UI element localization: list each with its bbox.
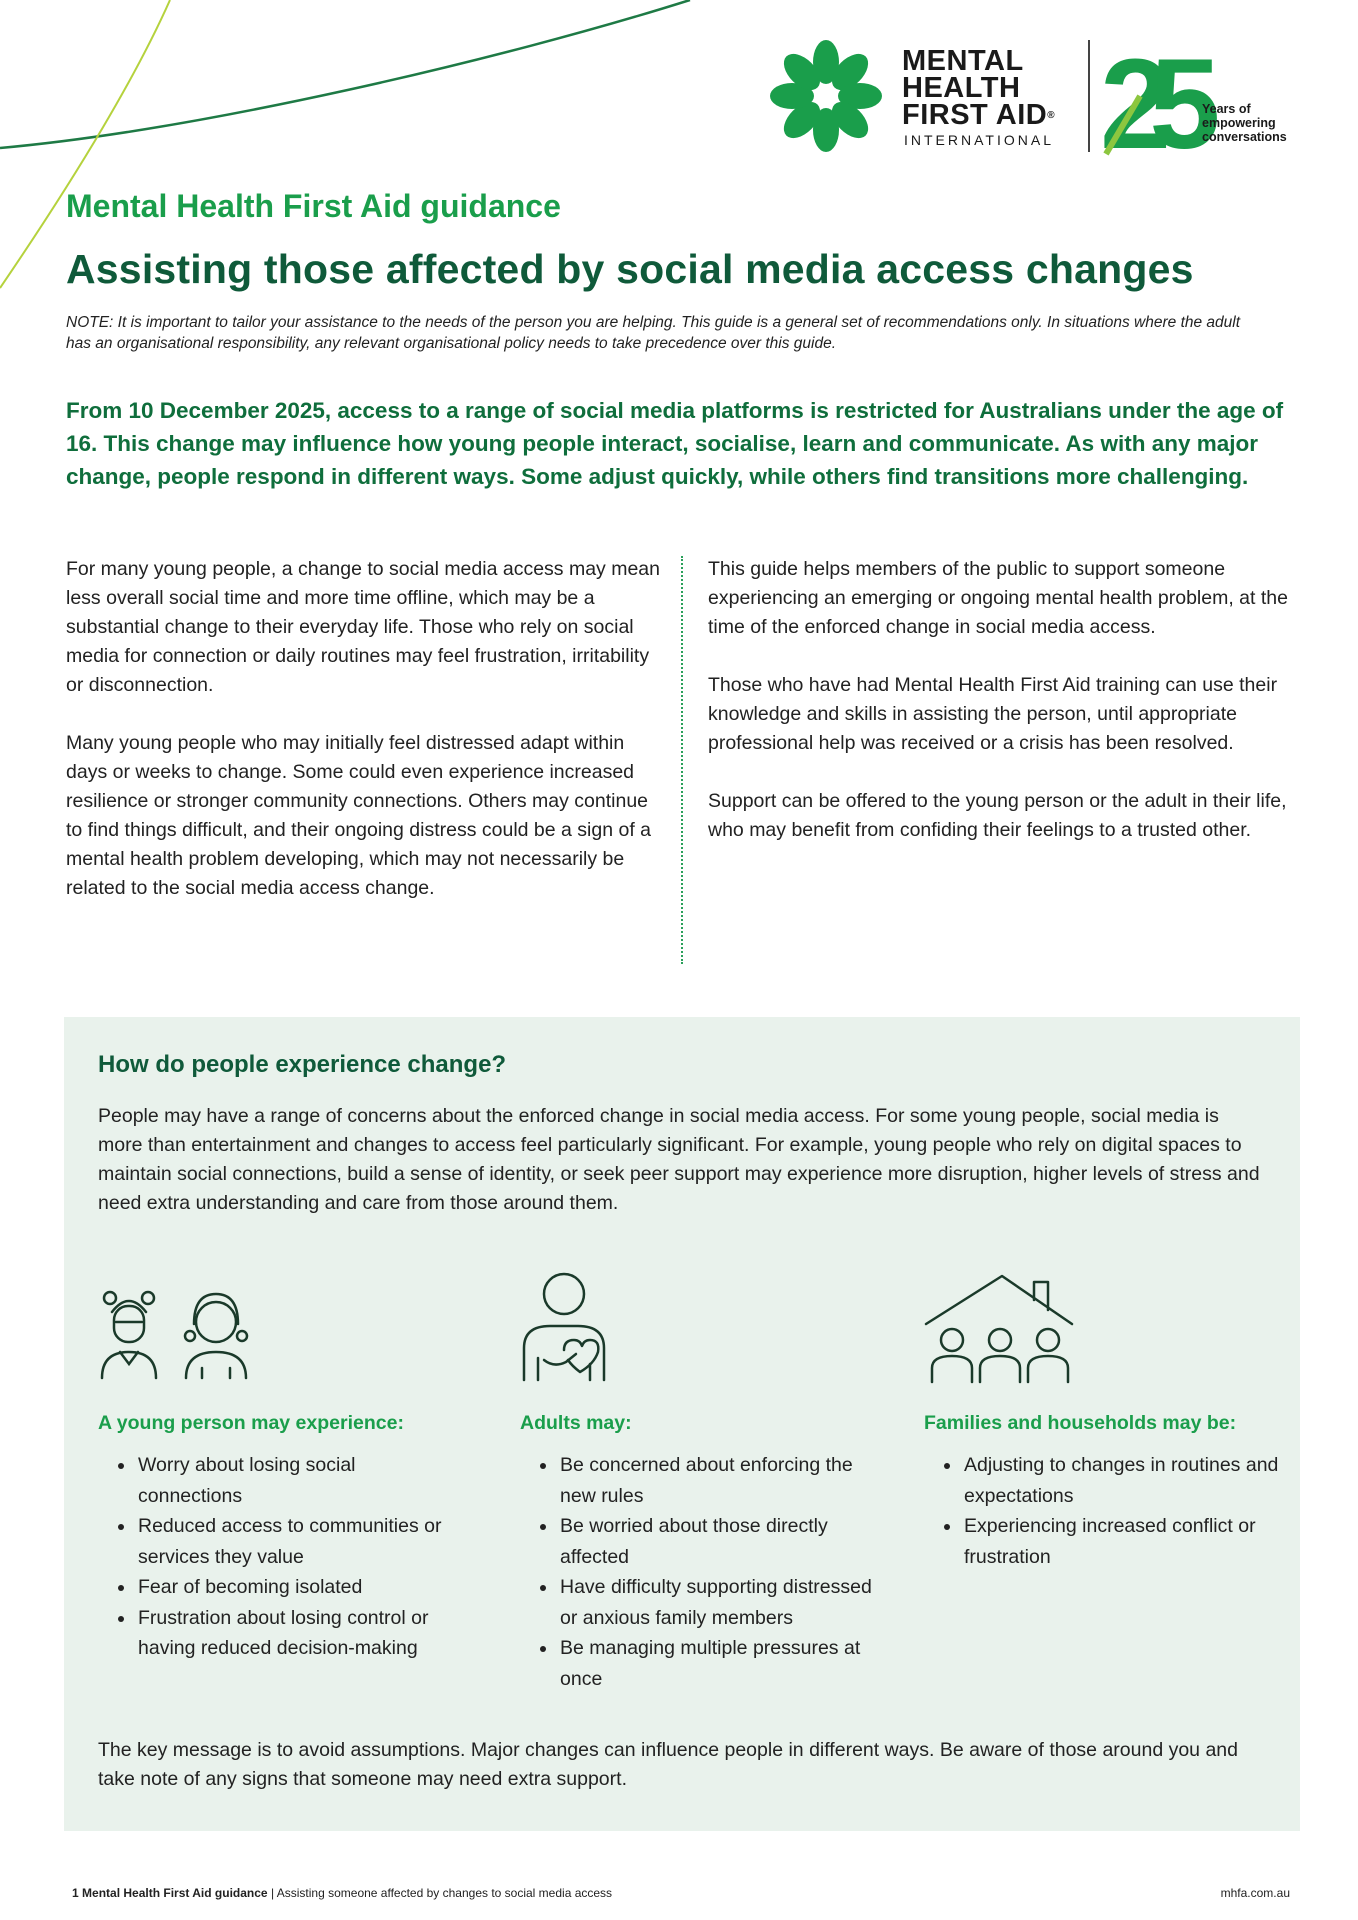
list-item: • Fear of becoming isolated xyxy=(136,1572,456,1603)
young-people-icon xyxy=(98,1272,268,1382)
list-item: • Adjusting to changes in routines and expectations xyxy=(962,1450,1282,1511)
key-message: The key message is to avoid assumptions. Major changes can influence people in different ways. Be aware of those around you and take note of any signs that someone may need extra support. xyxy=(98,1739,1238,1790)
list-item: • Be worried about those directly affected xyxy=(558,1511,878,1572)
adult-heart-icon xyxy=(520,1272,630,1382)
body-paragraph: This guide helps members of the public to support someone experiencing an emerging or ongoing mental health problem, at the time of the enforced change in social media access. xyxy=(708,558,1288,638)
tagline-line: Years of xyxy=(1202,102,1251,116)
list-item: • Experiencing increased conflict or frustration xyxy=(962,1511,1282,1572)
footer-citation xyxy=(72,1886,612,1900)
right-column xyxy=(708,555,1308,874)
logo-line: HEALTH xyxy=(902,72,1021,104)
experience-panel xyxy=(64,1017,1300,1831)
group-heading: Adults may: xyxy=(520,1412,632,1434)
tagline-line: empowering xyxy=(1202,116,1276,130)
flower-logo-icon xyxy=(770,40,882,152)
page-title: Assisting those affected by social media access changes xyxy=(66,246,1194,292)
panel-intro: People may have a range of concerns about the enforced change in social media access. For some young people, social media is more than entertainment and changes to access feel particularly significant. For example, young people who rely on digital spaces to maintain social connections, build a sense of identity, or seek peer support may experience more disruption, higher levels of stress and need extra understanding and care from those around them. xyxy=(98,1105,1260,1214)
note-text: NOTE: It is important to tailor your assistance to the needs of the person you are helping. This guide is a general set of recommendations only. In situations where the adult has an organisational responsibility, any relevant organisational policy needs to take precedence over this guide. xyxy=(66,314,1241,352)
group-heading: A young person may experience: xyxy=(98,1412,404,1434)
family-house-icon xyxy=(924,1272,1084,1384)
registered-mark: ® xyxy=(1047,110,1056,121)
list-item: • Worry about losing social connections xyxy=(136,1450,456,1511)
group-heading: Families and households may be: xyxy=(924,1412,1237,1434)
body-paragraph: For many young people, a change to social media access may mean less overall social time and more time offline, which may be a substantial change to their everyday life. Those who rely on social media for connection or daily routines may feel frustration, irritability or disconnection. xyxy=(66,558,660,696)
list-item: • Have difficulty supporting distressed or anxious family members xyxy=(558,1572,878,1633)
footer-website[interactable]: mhfa.com.au xyxy=(1220,1886,1290,1900)
body-paragraph: Many young people who may initially feel distressed adapt within days or weeks to change. Some could even experience increased resilience or stronger community connections. Others may continue to find things difficult, and their ongoing distress could be a sign of a mental health problem developing, which may not necessarily be related to the social media access change. xyxy=(66,732,652,899)
logo-subtitle: INTERNATIONAL xyxy=(904,132,1054,148)
list-item: • Be managing multiple pressures at once xyxy=(558,1633,878,1694)
list-item: • Reduced access to communities or services they value xyxy=(136,1511,456,1572)
footer-guide-name: Mental Health First Aid guidance xyxy=(82,1886,268,1900)
footer-separator: | xyxy=(270,1886,275,1900)
footer-subtitle: Assisting someone affected by changes to social media access xyxy=(276,1886,613,1900)
list-item: • Be concerned about enforcing the new rules xyxy=(558,1450,878,1511)
column-divider xyxy=(681,556,683,964)
page-number: 1 xyxy=(72,1886,79,1900)
body-paragraph: Support can be offered to the young person or the adult in their life, who may benefit from confiding their feelings to a trusted other. xyxy=(708,790,1287,841)
mhfa-logo xyxy=(770,36,1310,156)
tagline-line: conversations xyxy=(1202,130,1287,144)
panel-heading: How do people experience change? xyxy=(98,1051,507,1078)
anniversary-tagline xyxy=(1202,102,1287,144)
left-column xyxy=(66,555,666,932)
swoosh-lime-line xyxy=(0,0,170,288)
logo-divider xyxy=(1088,40,1090,152)
experience-list xyxy=(540,1450,878,1694)
lead-paragraph: From 10 December 2025, access to a range of social media platforms is restricted for Australians under the age of 16. This change may influence how young people interact, socialise, learn and communicate. As with any major change, people respond in different ways. Some adjust quickly, while others find transitions more challenging. xyxy=(66,398,1284,489)
list-item: • Frustration about losing control or having reduced decision-making xyxy=(136,1603,456,1664)
logo-wordmark xyxy=(902,45,1056,131)
logo-line: FIRST AID xyxy=(902,99,1048,131)
anniversary-number: 25 xyxy=(1100,36,1199,156)
body-paragraph: Those who have had Mental Health First Aid training can use their knowledge and skills in assisting the person, until appropriate professional help was received or a crisis has been resolved. xyxy=(708,674,1278,754)
experience-list xyxy=(944,1450,1282,1572)
guidance-kicker: Mental Health First Aid guidance xyxy=(66,188,561,224)
experience-list xyxy=(118,1450,456,1664)
logo-line: MENTAL xyxy=(902,45,1024,77)
